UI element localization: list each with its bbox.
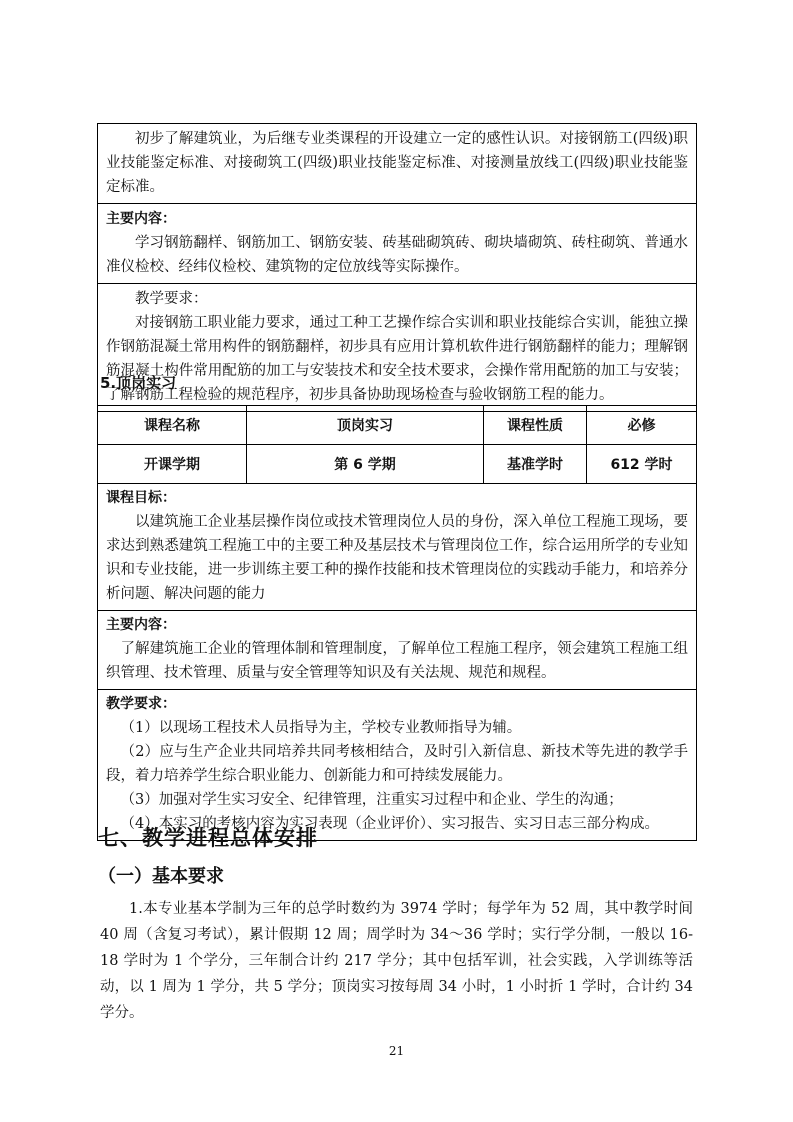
table-cell: 第 6 学期 [247,445,484,483]
sub-heading: （一）基本要求 [98,866,224,887]
table-row [98,406,696,445]
objective-block [98,484,696,611]
table-cell: 课程名称 [98,406,247,444]
table-cell: 基准学时 [484,445,587,483]
chapter-heading: 七、教学进程总体安排 [98,826,318,850]
requirement-item: （4）本实习的考核内容为实习表现（企业评价）、实习报告、实习日志三部分构成。 [120,816,659,832]
content-text: 学习钢筋翻样、钢筋加工、钢筋安装、砖基础砌筑砖、砌块墙砌筑、砖柱砌筑、普通水准仪检校、经纬仪检校、建筑物的定位放线等实际操作。 [106,235,688,275]
objective-text: 初步了解建筑业，为后继专业类课程的开设建立一定的感性认识。对接钢筋工(四级)职业技能鉴定标准、对接砌筑工(四级)职业技能鉴定标准、对接测量放线工(四级)职业技能鉴定标准。 [98,124,696,204]
content-label: 主要内容： [106,211,176,227]
content-block [98,611,696,690]
content-label: 主要内容： [106,617,176,633]
content-text: 了解建筑施工企业的管理体制和管理制度，了解单位工程施工程序，领会建筑工程施工组织管理、技术管理、质量与安全管理等知识及有关法规、规范和规程。 [106,641,688,681]
requirement-label: 教学要求： [106,696,176,712]
content-block [98,204,696,284]
requirement-item: （3）加强对学生实习安全、纪律管理，注重实习过程中和企业、学生的沟通； [120,792,623,808]
table-row [98,445,696,484]
table-cell: 顶岗实习 [247,406,484,444]
objective-label: 课程目标： [106,490,176,506]
basic-requirements-paragraph: 1.本专业基本学制为三年的总学时数约为 3974 学时；每学年为 52 周，其中教学时间 40 周（含复习考试），累计假期 12 周；周学时为 34～36 学时；实行学分制，一般以 16-18 学时为 1 个学分，三年制合计约 217 学分；其中包括军训，社会实践，入学训练等活动，以 1 周为 1 学分，共 5 学分；顶岗实习按每周 34 小时，1 小时折 1 学时，合计约 34 学分。 [100,901,693,1021]
section-heading: 5.顶岗实习 [100,374,177,392]
requirement-label: 教学要求： [135,291,208,307]
page-number: 21 [388,1044,405,1058]
requirement-item: （2）应与生产企业共同培养共同考核相结合，及时引入新信息、新技术等先进的教学手段，着力培养学生综合职业能力、创新能力和可持续发展能力。 [106,744,688,784]
table-cell: 开课学期 [98,445,247,483]
internship-table [97,405,697,841]
requirement-block [98,690,696,840]
table-cell: 课程性质 [484,406,587,444]
table-cell: 必修 [627,418,656,434]
requirement-block [98,284,696,412]
table-cell: 612 学时 [610,457,673,473]
requirement-item: （1）以现场工程技术人员指导为主，学校专业教师指导为辅。 [120,720,522,736]
requirement-text: 对接钢筋工职业能力要求，通过工种工艺操作综合实训和职业技能综合实训，能独立操作钢筋混凝土常用构件的钢筋翻样，初步具有应用计算机软件进行钢筋翻样的能力；理解钢筋混凝土构件常用配筋的加工与安装技术和安全技术要求，会操作常用配筋的加工与安装；了解钢筋工程检验的规范程序，初步具备协助现场检查与验收钢筋工程的能力。 [106,315,688,403]
objective-text: 以建筑施工企业基层操作岗位或技术管理岗位人员的身份，深入单位工程施工现场，要求达到熟悉建筑工程施工中的主要工种及基层技术与管理岗位工作，综合运用所学的专业知识和专业技能，进一步训练主要工种的操作技能和技术管理岗位的实践动手能力，和培养分析问题、解决问题的能力 [106,514,688,602]
previous-course-table [97,123,697,412]
